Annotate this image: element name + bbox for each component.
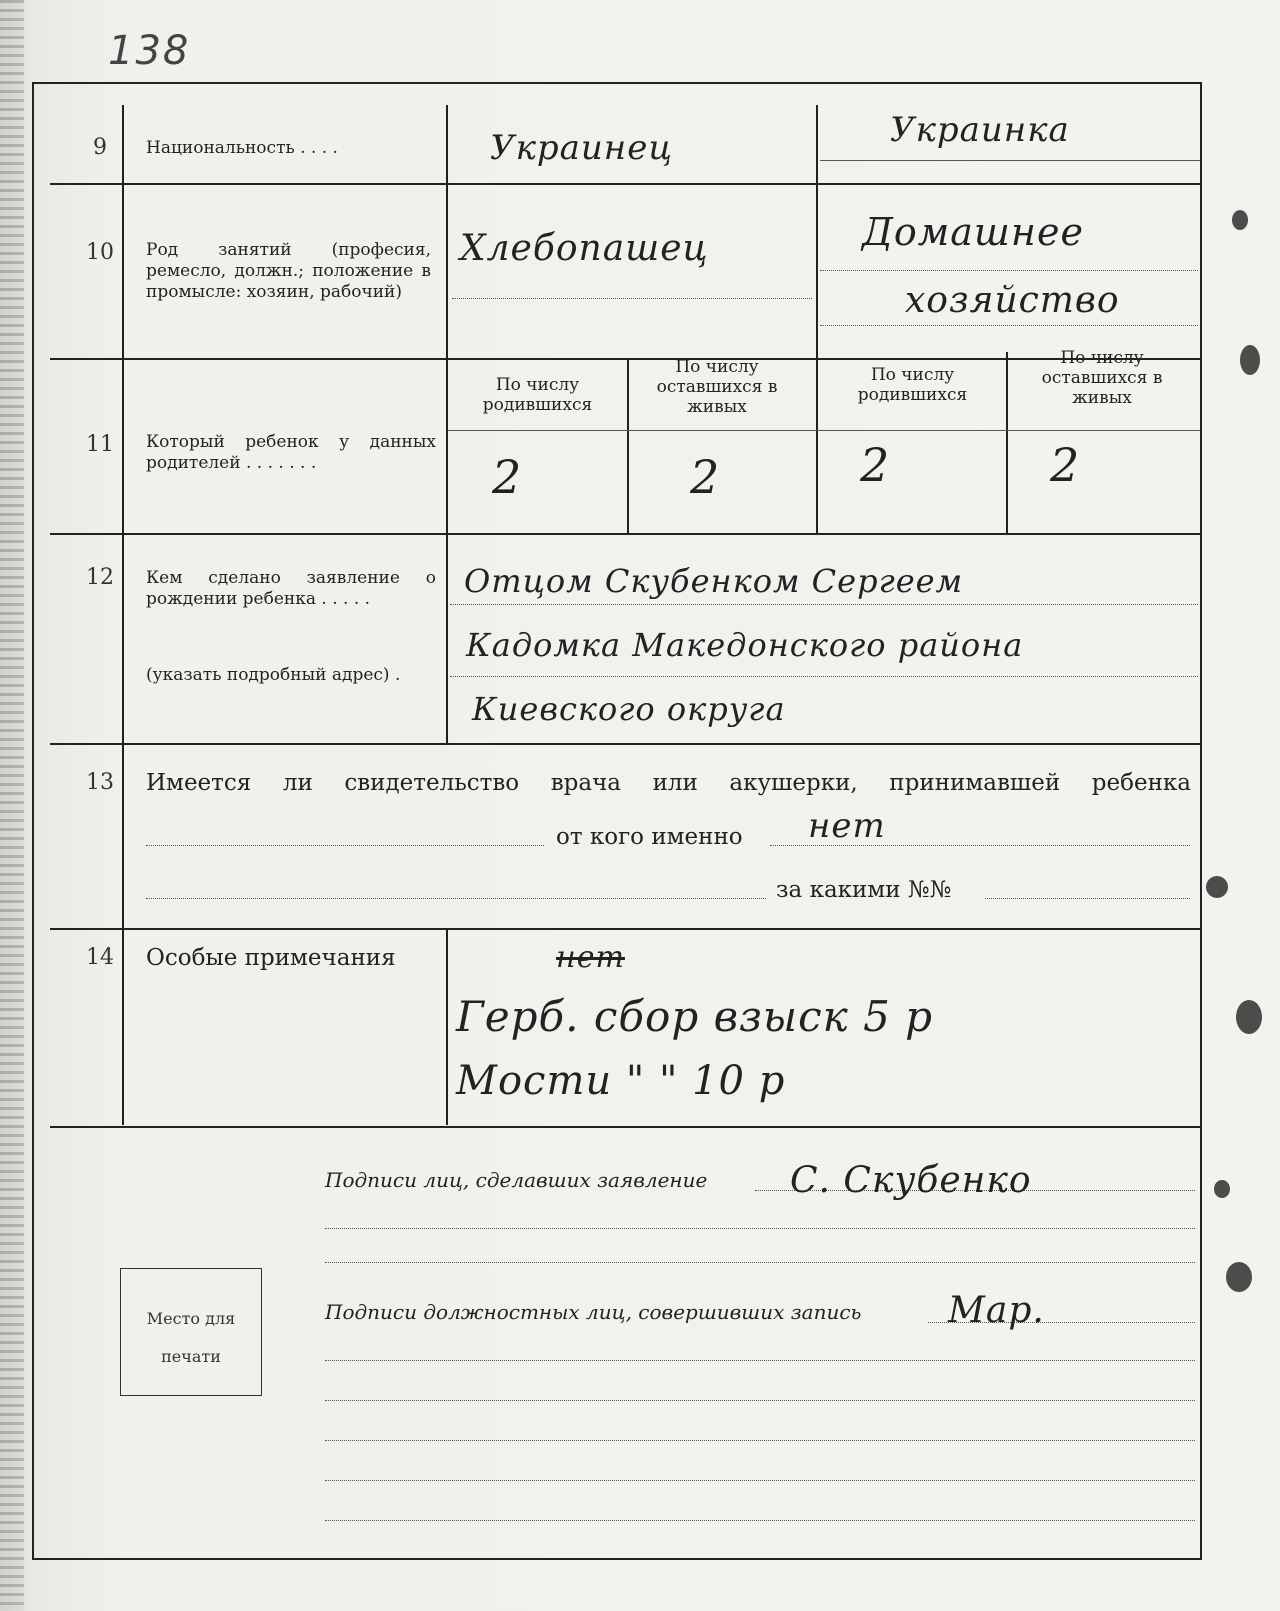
- rule-line: [146, 898, 766, 899]
- subcolumn-divider: [1006, 352, 1008, 533]
- officials-signature-label: Подписи должностных лиц, совершивших запись: [325, 1300, 862, 1324]
- value-born-mother: 2: [860, 438, 891, 492]
- subheader-rule: [448, 430, 1200, 431]
- numbers-label: за какими №№: [776, 877, 952, 903]
- corner-page-mark: 138: [108, 28, 191, 74]
- rule-line: [146, 845, 544, 846]
- nationality-label: Национальность . . . .: [146, 138, 338, 158]
- rule-line: [450, 604, 1198, 605]
- subcolumn-divider: [627, 360, 629, 533]
- occupation-mother-line2: хозяйство: [905, 280, 1120, 321]
- occupation-father: Хлебопашец: [460, 228, 709, 269]
- rule-line: [452, 298, 812, 299]
- col-alive-mother: По числу оставшихся в живых: [1041, 348, 1163, 408]
- officials-signature: Мар.: [948, 1290, 1045, 1331]
- rule-line: [450, 676, 1198, 677]
- col-born-mother: По числу родившихся: [857, 365, 968, 405]
- address-hint-label: (указать подробный адрес) .: [146, 665, 401, 685]
- remarks-line1: Герб. сбор взыск 5 р: [456, 992, 934, 1041]
- row-number: 10: [86, 240, 114, 265]
- declarant-line2: Кадомка Македонского района: [466, 626, 1024, 664]
- value-alive-mother: 2: [1050, 438, 1081, 492]
- value-alive-father: 2: [690, 450, 721, 504]
- ink-blot: [1214, 1180, 1230, 1198]
- nationality-mother: Украинка: [890, 110, 1070, 150]
- rule-line: [325, 1262, 1195, 1263]
- row-number: 9: [93, 135, 107, 160]
- ink-blot: [1226, 1262, 1252, 1292]
- remarks-label: Особые примечания: [146, 945, 396, 971]
- rule-line: [325, 1360, 1195, 1361]
- stamp-placeholder-box: [120, 1268, 262, 1396]
- ink-blot: [1236, 1000, 1262, 1034]
- nationality-father: Украинец: [490, 128, 674, 168]
- remarks-struck-value: нет: [556, 940, 625, 975]
- stamp-label-line2: печати: [161, 1347, 221, 1366]
- rule-line: [325, 1228, 1195, 1229]
- declarants-signature-label: Подписи лиц, сделавших заявление: [325, 1168, 708, 1192]
- rule-line: [325, 1520, 1195, 1521]
- row-number: 13: [86, 770, 114, 795]
- child-order-label: Который ребенок у данных родителей . . . . . . .: [146, 432, 436, 473]
- stamp-label-line1: Место для: [146, 1309, 236, 1328]
- occupation-mother-line1: Домашнее: [862, 210, 1084, 254]
- ink-blot: [1232, 210, 1248, 230]
- ink-blot: [1206, 876, 1228, 898]
- binding-edge: [0, 0, 24, 1611]
- row-number: 11: [86, 432, 114, 457]
- row-number: 12: [86, 565, 114, 590]
- occupation-label: Род занятий (професия, ремесло, должн.; положение в промысле: хозяин, рабочий): [146, 240, 431, 302]
- from-whom-value: нет: [808, 806, 886, 846]
- ink-blot: [1240, 345, 1260, 375]
- remarks-line2: Мости " " 10 р: [456, 1058, 786, 1104]
- certificate-question: Имеется ли свидетельство врача или акушерки, принимавшей ребенка: [146, 770, 1191, 796]
- declarant-line1: Отцом Скубенком Сергеем: [464, 562, 964, 600]
- rule-line: [820, 270, 1198, 271]
- declarant-line3: Киевского округа: [472, 690, 786, 728]
- value-born-father: 2: [492, 450, 523, 504]
- col-alive-father: По числу оставшихся в живых: [656, 357, 778, 417]
- rule-line: [770, 845, 1190, 846]
- rule-line: [325, 1440, 1195, 1441]
- rule-line: [985, 898, 1190, 899]
- row-number: 14: [86, 945, 114, 970]
- declarants-signature: С. Скубенко: [790, 1160, 1032, 1201]
- from-whom-label: от кого именно: [556, 824, 743, 850]
- rule-line: [325, 1480, 1195, 1481]
- rule-line: [325, 1400, 1195, 1401]
- col-born-father: По числу родившихся: [482, 375, 593, 415]
- rule-line: [820, 160, 1200, 161]
- declarant-label: Кем сделано заявление о рождении ребенка . . . . .: [146, 568, 436, 609]
- rule-line: [820, 325, 1198, 326]
